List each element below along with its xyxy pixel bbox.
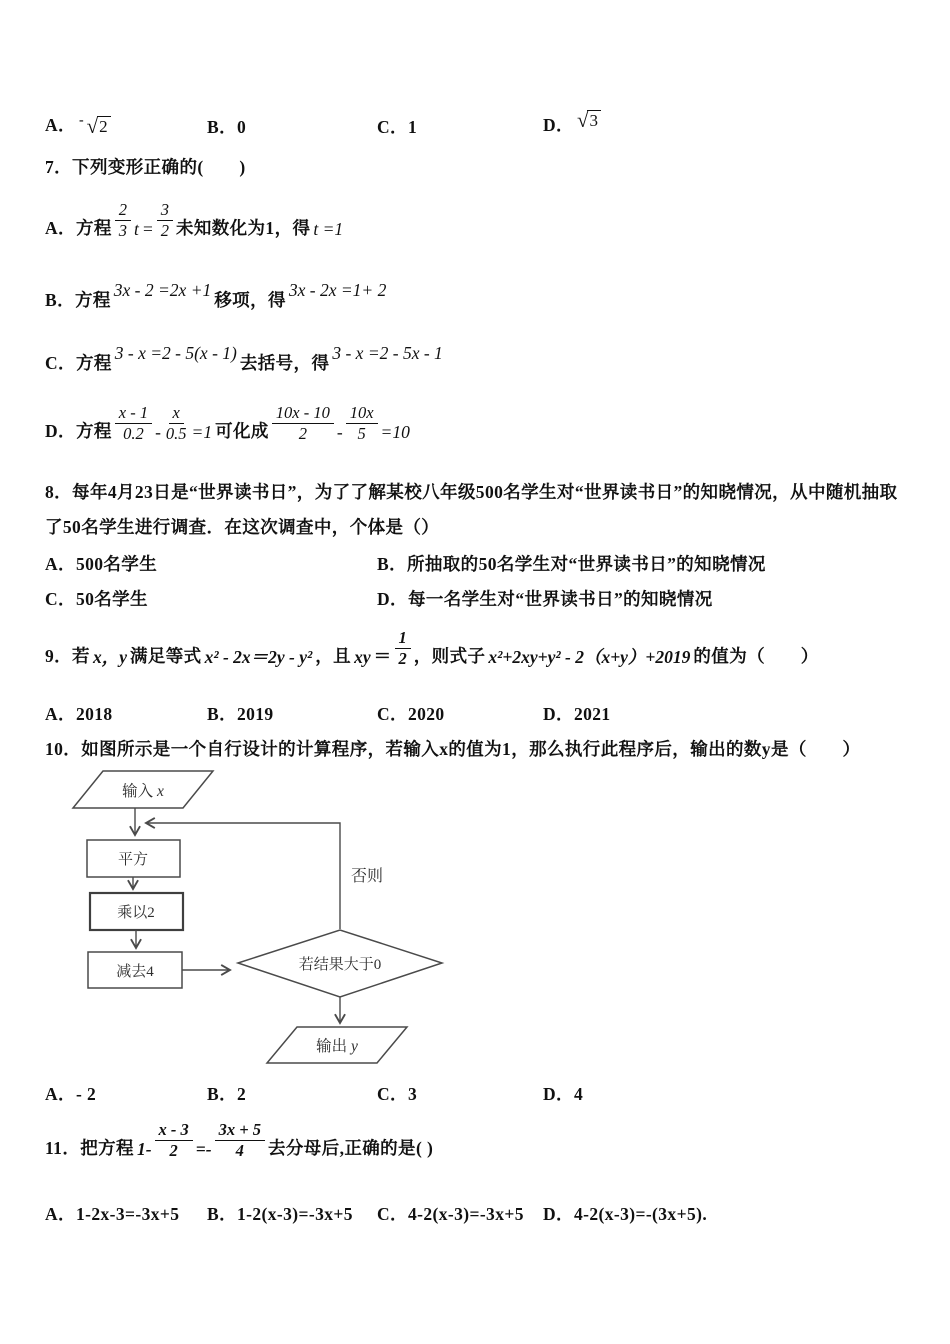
q8-option-a: A．500名学生 <box>45 554 158 574</box>
q8-option-d: D．每一名学生对“世界读书日”的知晓情况 <box>377 589 713 609</box>
fraction-denominator: 0.2 <box>123 423 144 443</box>
math-segment: 3x - 2 =2x +1 <box>113 280 212 300</box>
text-segment: 满足等式 <box>129 646 202 667</box>
text-segment: 去分母后,正确的是( ) <box>267 1138 434 1159</box>
text-segment: 11．把方程 <box>45 1138 134 1159</box>
flowchart-input-label: 输入 x <box>122 783 164 800</box>
q10-title: 10．如图所示是一个自行设计的计算程序，若输入x的值为1，那么执行此程序后，输出的数y是（ ） <box>45 739 861 759</box>
q11-option-c: C．4-2(x-3)=-3x+5 <box>377 1204 524 1224</box>
fraction <box>215 1121 265 1160</box>
math-segment: =1 <box>191 422 213 442</box>
fraction-numerator: 2 <box>115 201 131 221</box>
flowchart-decision-label: 若结果大于0 <box>298 957 382 973</box>
math-segment: x，y <box>92 647 127 667</box>
flowchart-square-label: 平方 <box>117 852 149 868</box>
text-segment: ，且 <box>315 646 352 667</box>
q8-option-c: C．50名学生 <box>45 589 148 609</box>
flowchart-multiply-label: 乘以2 <box>117 905 155 921</box>
flowchart-subtract-label: 减去4 <box>116 964 154 980</box>
math-segment: = <box>141 219 154 239</box>
option-label: D． <box>543 115 574 135</box>
text-segment: 9．若 <box>45 646 90 667</box>
math-segment: =10 <box>380 422 410 442</box>
text-segment: B．方程 <box>45 290 111 311</box>
fraction-numerator: 3x + 5 <box>215 1121 265 1141</box>
q11-option-b: B．1-2(x-3)=-3x+5 <box>207 1204 353 1224</box>
q8-text-line2: 了50名学生进行调查．在这次调查中，个体是（） <box>45 517 440 537</box>
text-segment: 的值为（ ） <box>693 646 819 667</box>
text-segment: 可化成 <box>215 421 269 442</box>
math-segment: xy <box>354 647 371 667</box>
text-segment: A．方程 <box>45 218 112 239</box>
radicand: 2 <box>97 116 111 135</box>
math-segment: 3 - x =2 - 5(x - 1) <box>114 343 237 363</box>
fraction-denominator: 4 <box>235 1140 244 1160</box>
math-segment: t =1 <box>313 219 344 239</box>
text-segment: 未知数化为1，得 <box>175 218 311 239</box>
fraction-denominator: 2 <box>398 648 407 668</box>
text-segment: D．方程 <box>45 421 112 442</box>
math-segment: 3x - 2x =1+ 2 <box>288 280 387 300</box>
q9-option-b: B．2019 <box>207 704 274 724</box>
q10-option-d: D．4 <box>543 1084 584 1104</box>
q10-option-a: A．- 2 <box>45 1084 97 1104</box>
q6-option-c: C．1 <box>377 117 418 137</box>
q7-title: 7．下列变形正确的( ) <box>45 157 246 177</box>
fraction <box>155 1121 193 1160</box>
text-segment: C．方程 <box>45 353 112 374</box>
fraction-denominator: 2 <box>160 220 169 240</box>
fraction-numerator: x - 3 <box>155 1121 193 1141</box>
q8-option-b: B．所抽取的50名学生对“世界读书日”的知晓情况 <box>377 554 766 574</box>
fraction-numerator: 3 <box>157 201 173 221</box>
fraction-denominator: 2 <box>298 423 307 443</box>
q10-option-b: B．2 <box>207 1084 247 1104</box>
text-segment: ＝ <box>373 646 392 667</box>
q9-option-c: C．2020 <box>377 704 445 724</box>
math-segment: 1- <box>136 1139 152 1159</box>
q6-option-b: B．0 <box>207 117 247 137</box>
fraction-numerator: 10x <box>346 404 378 424</box>
fraction-numerator: x - 1 <box>115 404 152 424</box>
text-segment: ，则式子 <box>413 646 486 667</box>
fraction-denominator: 2 <box>169 1140 178 1160</box>
fraction-numerator: 1 <box>395 629 411 649</box>
math-segment: - <box>155 422 161 442</box>
flowchart-output-label: 输出 y <box>316 1038 358 1055</box>
minus-sign: - <box>78 113 84 128</box>
math-segment: =- <box>195 1139 212 1159</box>
flowchart-else-label: 否则 <box>351 868 384 885</box>
q11-option-d: D．4-2(x-3)=-(3x+5). <box>543 1204 708 1224</box>
q11-option-a: A．1-2x-3=-3x+5 <box>45 1204 180 1224</box>
text-segment: 移项，得 <box>214 290 286 311</box>
fraction-numerator: 10x - 10 <box>272 404 334 424</box>
math-segment: x²+2xy+y² - 2（x+y）+2019 <box>488 647 691 667</box>
math-segment: x² - 2x＝2y - y² <box>204 647 313 667</box>
radical-sign: √ <box>576 108 589 132</box>
text-segment: 去括号，得 <box>239 353 330 374</box>
q10-option-c: C．3 <box>377 1084 418 1104</box>
q9-option-d: D．2021 <box>543 704 611 724</box>
radicand: 3 <box>587 110 601 129</box>
fraction-denominator: 3 <box>118 220 127 240</box>
fraction-denominator: 0.5 <box>165 423 187 443</box>
q11-text <box>45 1112 436 1160</box>
fraction-numerator: x <box>169 404 184 424</box>
math-segment: 3 - x =2 - 5x - 1 <box>332 343 443 363</box>
math-segment: - <box>336 422 343 442</box>
fraction-denominator: 5 <box>357 423 366 443</box>
q9-option-a: A．2018 <box>45 704 113 724</box>
math-segment: t <box>134 219 139 239</box>
q8-text-line1: 8．每年4月23日是“世界读书日”，为了了解某校八年级500名学生对“世界读书日”的知晓情况，从中随机抽取 <box>45 482 898 502</box>
option-label: A． <box>45 115 76 135</box>
radical-sign: √ <box>86 114 99 138</box>
